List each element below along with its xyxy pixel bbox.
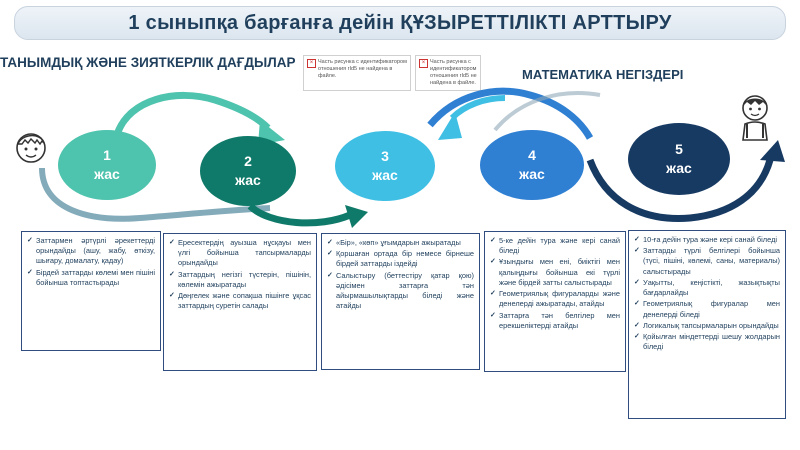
stage-circle-5 xyxy=(628,123,730,195)
skill-text: «Бір», «көп» ұғымдарын ажыратады xyxy=(336,238,461,247)
arrow-1-2 xyxy=(118,95,268,132)
missing-image-text: Часть рисунка с идентификатором отношения rId5 не найдена в файле. xyxy=(430,59,477,86)
stage-circle-3 xyxy=(335,131,435,201)
skill-item xyxy=(327,271,474,312)
skill-text: 5-ке дейін тура және кері санай біледі xyxy=(499,236,620,256)
skill-text: Геометриялық фигуралар мен денелерді біледі xyxy=(643,299,780,319)
skill-item xyxy=(169,238,311,269)
skill-text: Ұзындығы мен ені, биіктігі мен қалыңдығы бойынша екі түрлі және бірдей затты салыстырады xyxy=(499,257,620,287)
arrowhead-4-5 xyxy=(760,140,785,162)
skill-text: 10-ға дейін тура және кері санай біледі xyxy=(643,235,778,244)
skill-text: Уақытты, кеңістікті, жазықтықты бағдарлайды xyxy=(643,277,780,298)
missing-image-text: Часть рисунка с идентификатором отношения rId5 не найдена в файле. xyxy=(318,59,407,79)
skill-text: Салыстыру (беттестіру қатар қою) әдісімен заттарға тән айырмашылықтарды біледі және атайды xyxy=(336,270,474,311)
skill-item xyxy=(490,289,620,309)
skills-box-age-1 xyxy=(21,231,161,351)
skill-text: Заттармен әртүрлі әрекеттерді орындайды (ашу, жабу, өткізу, шығару, домалату, қадау) xyxy=(36,236,155,266)
stage-unit: жас xyxy=(94,166,120,182)
skill-item xyxy=(27,236,155,267)
stage-circle-2 xyxy=(200,136,296,206)
schoolchild-icon xyxy=(735,92,775,142)
skill-text: Қойылған міндеттерді шешу жолдарын біледі xyxy=(643,331,780,352)
stage-circle-1 xyxy=(58,130,156,200)
broken-image-icon: × xyxy=(419,59,428,68)
skill-text: Ересектердің ауызша нұсқауы мен үлгі бойынша тапсырмаларды орындайды xyxy=(178,238,311,268)
stage-number: 2 xyxy=(244,153,252,170)
skill-text: Дөңгелек және сопақша пішінге ұқсас заттардың суретін салады xyxy=(178,291,311,311)
child-face-icon xyxy=(14,128,48,166)
stage-number: 3 xyxy=(381,148,389,165)
skill-text: Заттардың негізгі түстерін, пішінін, көлемін ажыратады xyxy=(178,269,311,289)
skill-text: Логикалық тапсырмаларын орындайды xyxy=(643,320,779,330)
broken-image-icon: × xyxy=(307,59,316,68)
skill-item xyxy=(490,257,620,288)
stage-unit: жас xyxy=(372,167,398,183)
section-label-math: МАТЕМАТИКА НЕГІЗДЕРІ xyxy=(522,67,684,82)
stage-unit: жас xyxy=(666,160,692,176)
skill-item xyxy=(169,270,311,290)
stage-unit: жас xyxy=(235,172,261,188)
skill-item xyxy=(490,236,620,256)
skill-item xyxy=(634,246,780,277)
skill-item xyxy=(634,235,780,245)
skill-item xyxy=(327,249,474,269)
stage-number: 5 xyxy=(675,141,683,158)
skill-item xyxy=(634,278,780,298)
skills-box-age-2 xyxy=(163,233,317,371)
skill-item xyxy=(327,238,474,248)
skill-text: Қоршаған ортада бір немесе бірнеше бірдей заттарды іздейді xyxy=(336,249,474,269)
skill-item xyxy=(634,321,780,331)
skills-box-age-3 xyxy=(321,233,480,370)
page-title: 1 сыныпқа барғанға дейін ҚҰЗЫРЕТТІЛІКТІ АРТТЫРУ xyxy=(128,11,672,34)
skill-item xyxy=(169,291,311,311)
skill-item xyxy=(634,332,780,352)
stage-circle-4 xyxy=(480,130,584,200)
skills-box-age-4 xyxy=(484,231,626,372)
skill-text: Заттарды түрлі белгілері бойынша (түсі, пішіні, көлемі, саны, материалы) салыстырады xyxy=(643,246,780,276)
skill-item xyxy=(27,268,155,288)
skill-item xyxy=(490,311,620,331)
stage-number: 1 xyxy=(103,147,111,164)
section-label-cognitive: ТАНЫМДЫҚ ЖӘНЕ ЗИЯТКЕРЛІК ДАҒДЫЛАР xyxy=(0,55,296,70)
skill-text: Геометриялық фигураларды және денелерді ажыратады, атайды xyxy=(499,289,620,309)
skill-item xyxy=(634,299,780,319)
skill-text: Бірдей заттарды көлемі мен пішіні бойынша топтастырады xyxy=(36,267,155,287)
stage-number: 4 xyxy=(528,147,536,164)
stage-unit: жас xyxy=(519,166,545,182)
skill-text: Заттарға тән белгілер мен ерекшеліктерді атайды xyxy=(499,310,620,330)
skills-box-age-5 xyxy=(628,230,786,419)
